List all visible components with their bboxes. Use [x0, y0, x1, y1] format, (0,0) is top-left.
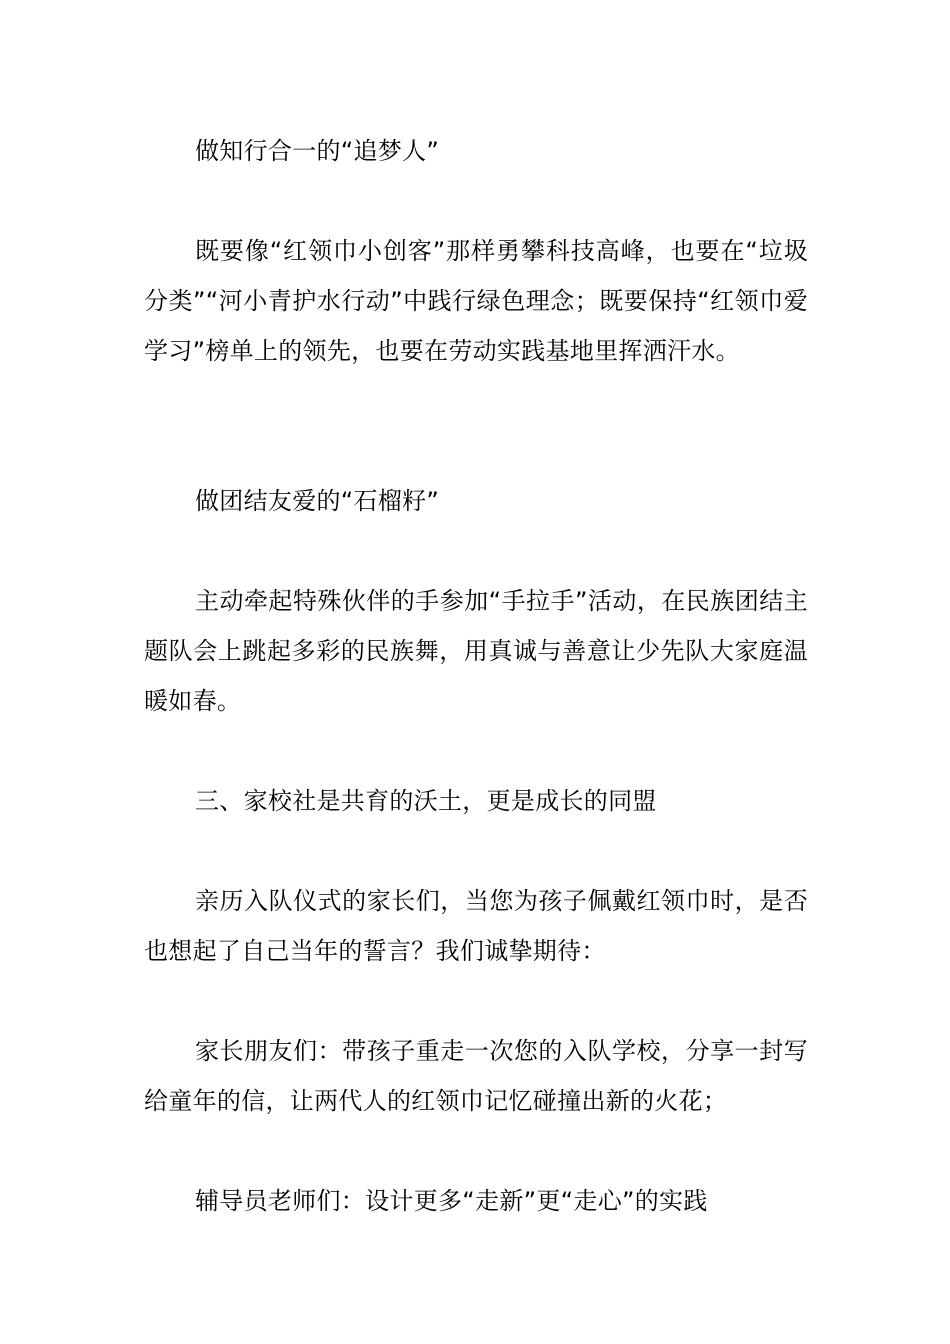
paragraph-unity: 主动牵起特殊伙伴的手参加“手拉手”活动，在民族团结主题队会上跳起多彩的民族舞，用真诚与善意让少先队大家庭温暖如春。 — [144, 587, 808, 715]
paragraph-innovation: 既要像“红领巾小创客”那样勇攀科技高峰，也要在“垃圾分类”“河小青护水行动”中践行绿色理念；既要保持“红领巾爱学习”榜单上的领先，也要在劳动实践基地里挥洒汗水。 — [144, 237, 808, 365]
heading-pomegranate-seed: 做团结友爱的“石榴籽” — [195, 487, 440, 515]
paragraph-parent-friends: 家长朋友们：带孩子重走一次您的入队学校，分享一封写给童年的信，让两代人的红领巾记忆碰撞出新的火花； — [144, 1037, 808, 1115]
heading-section-three: 三、家校社是共育的沃土，更是成长的同盟 — [195, 787, 657, 815]
paragraph-counselors: 辅导员老师们：设计更多“走新”更“走心”的实践 — [195, 1187, 708, 1215]
heading-dream-chaser: 做知行合一的“追梦人” — [195, 137, 440, 165]
paragraph-parents-ceremony: 亲历入队仪式的家长们，当您为孩子佩戴红领巾时，是否也想起了自己当年的誓言？我们诚挚期待： — [144, 887, 808, 965]
document-page — [144, 0, 808, 1344]
